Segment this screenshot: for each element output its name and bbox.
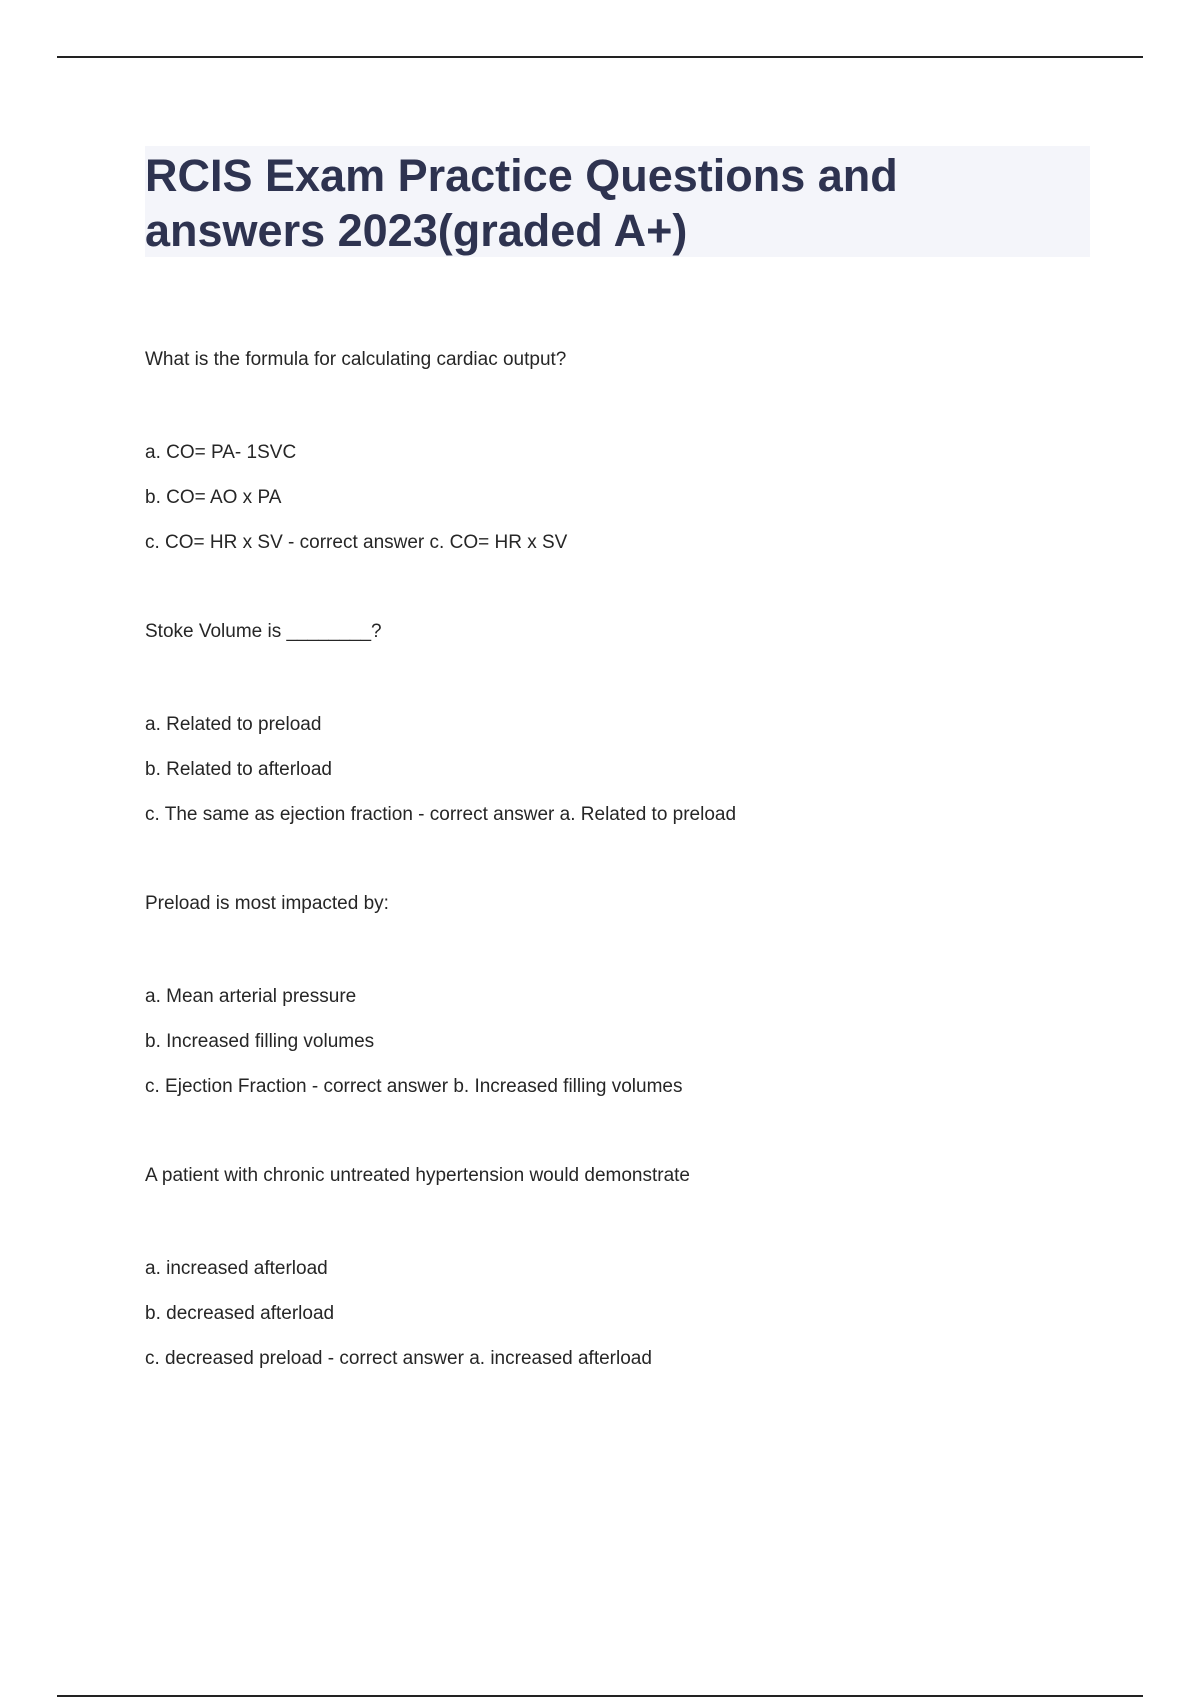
answer-option: b. decreased afterload [145,1303,335,1324]
answer-option: c. Ejection Fraction - correct answer b. Increased filling volumes [145,1076,683,1097]
answer-options [145,1246,1095,1381]
question-text: Stoke Volume is ________? [145,621,382,642]
answer-options [145,974,1095,1109]
question-text: Preload is most impacted by: [145,893,389,914]
answer-option: a. CO= PA- 1SVC [145,442,297,463]
answer-option: a. increased afterload [145,1258,328,1279]
bottom-rule [57,1695,1143,1697]
title-banner [145,146,1090,257]
question-text: What is the formula for calculating cardiac output? [145,349,567,370]
answer-options [145,702,1095,837]
question-block [145,612,1095,837]
answer-option: c. decreased preload - correct answer a. increased afterload [145,1348,652,1369]
question-text: A patient with chronic untreated hypertension would demonstrate [145,1165,690,1186]
answer-option: a. Related to preload [145,714,322,735]
answer-option: c. CO= HR x SV - correct answer c. CO= HR x SV [145,532,568,553]
answer-option: b. Increased filling volumes [145,1031,375,1052]
answer-option: c. The same as ejection fraction - correct answer a. Related to preload [145,804,737,825]
answer-options [145,430,1095,565]
question-block [145,884,1095,1109]
question-list [145,340,1095,1381]
top-rule [57,56,1143,58]
answer-option: a. Mean arterial pressure [145,986,357,1007]
answer-option: b. Related to afterload [145,759,332,780]
question-block [145,1156,1095,1381]
document-title: RCIS Exam Practice Questions and answers 2023(graded A+) [145,150,898,256]
answer-option: b. CO= AO x PA [145,487,282,508]
question-block [145,340,1095,565]
